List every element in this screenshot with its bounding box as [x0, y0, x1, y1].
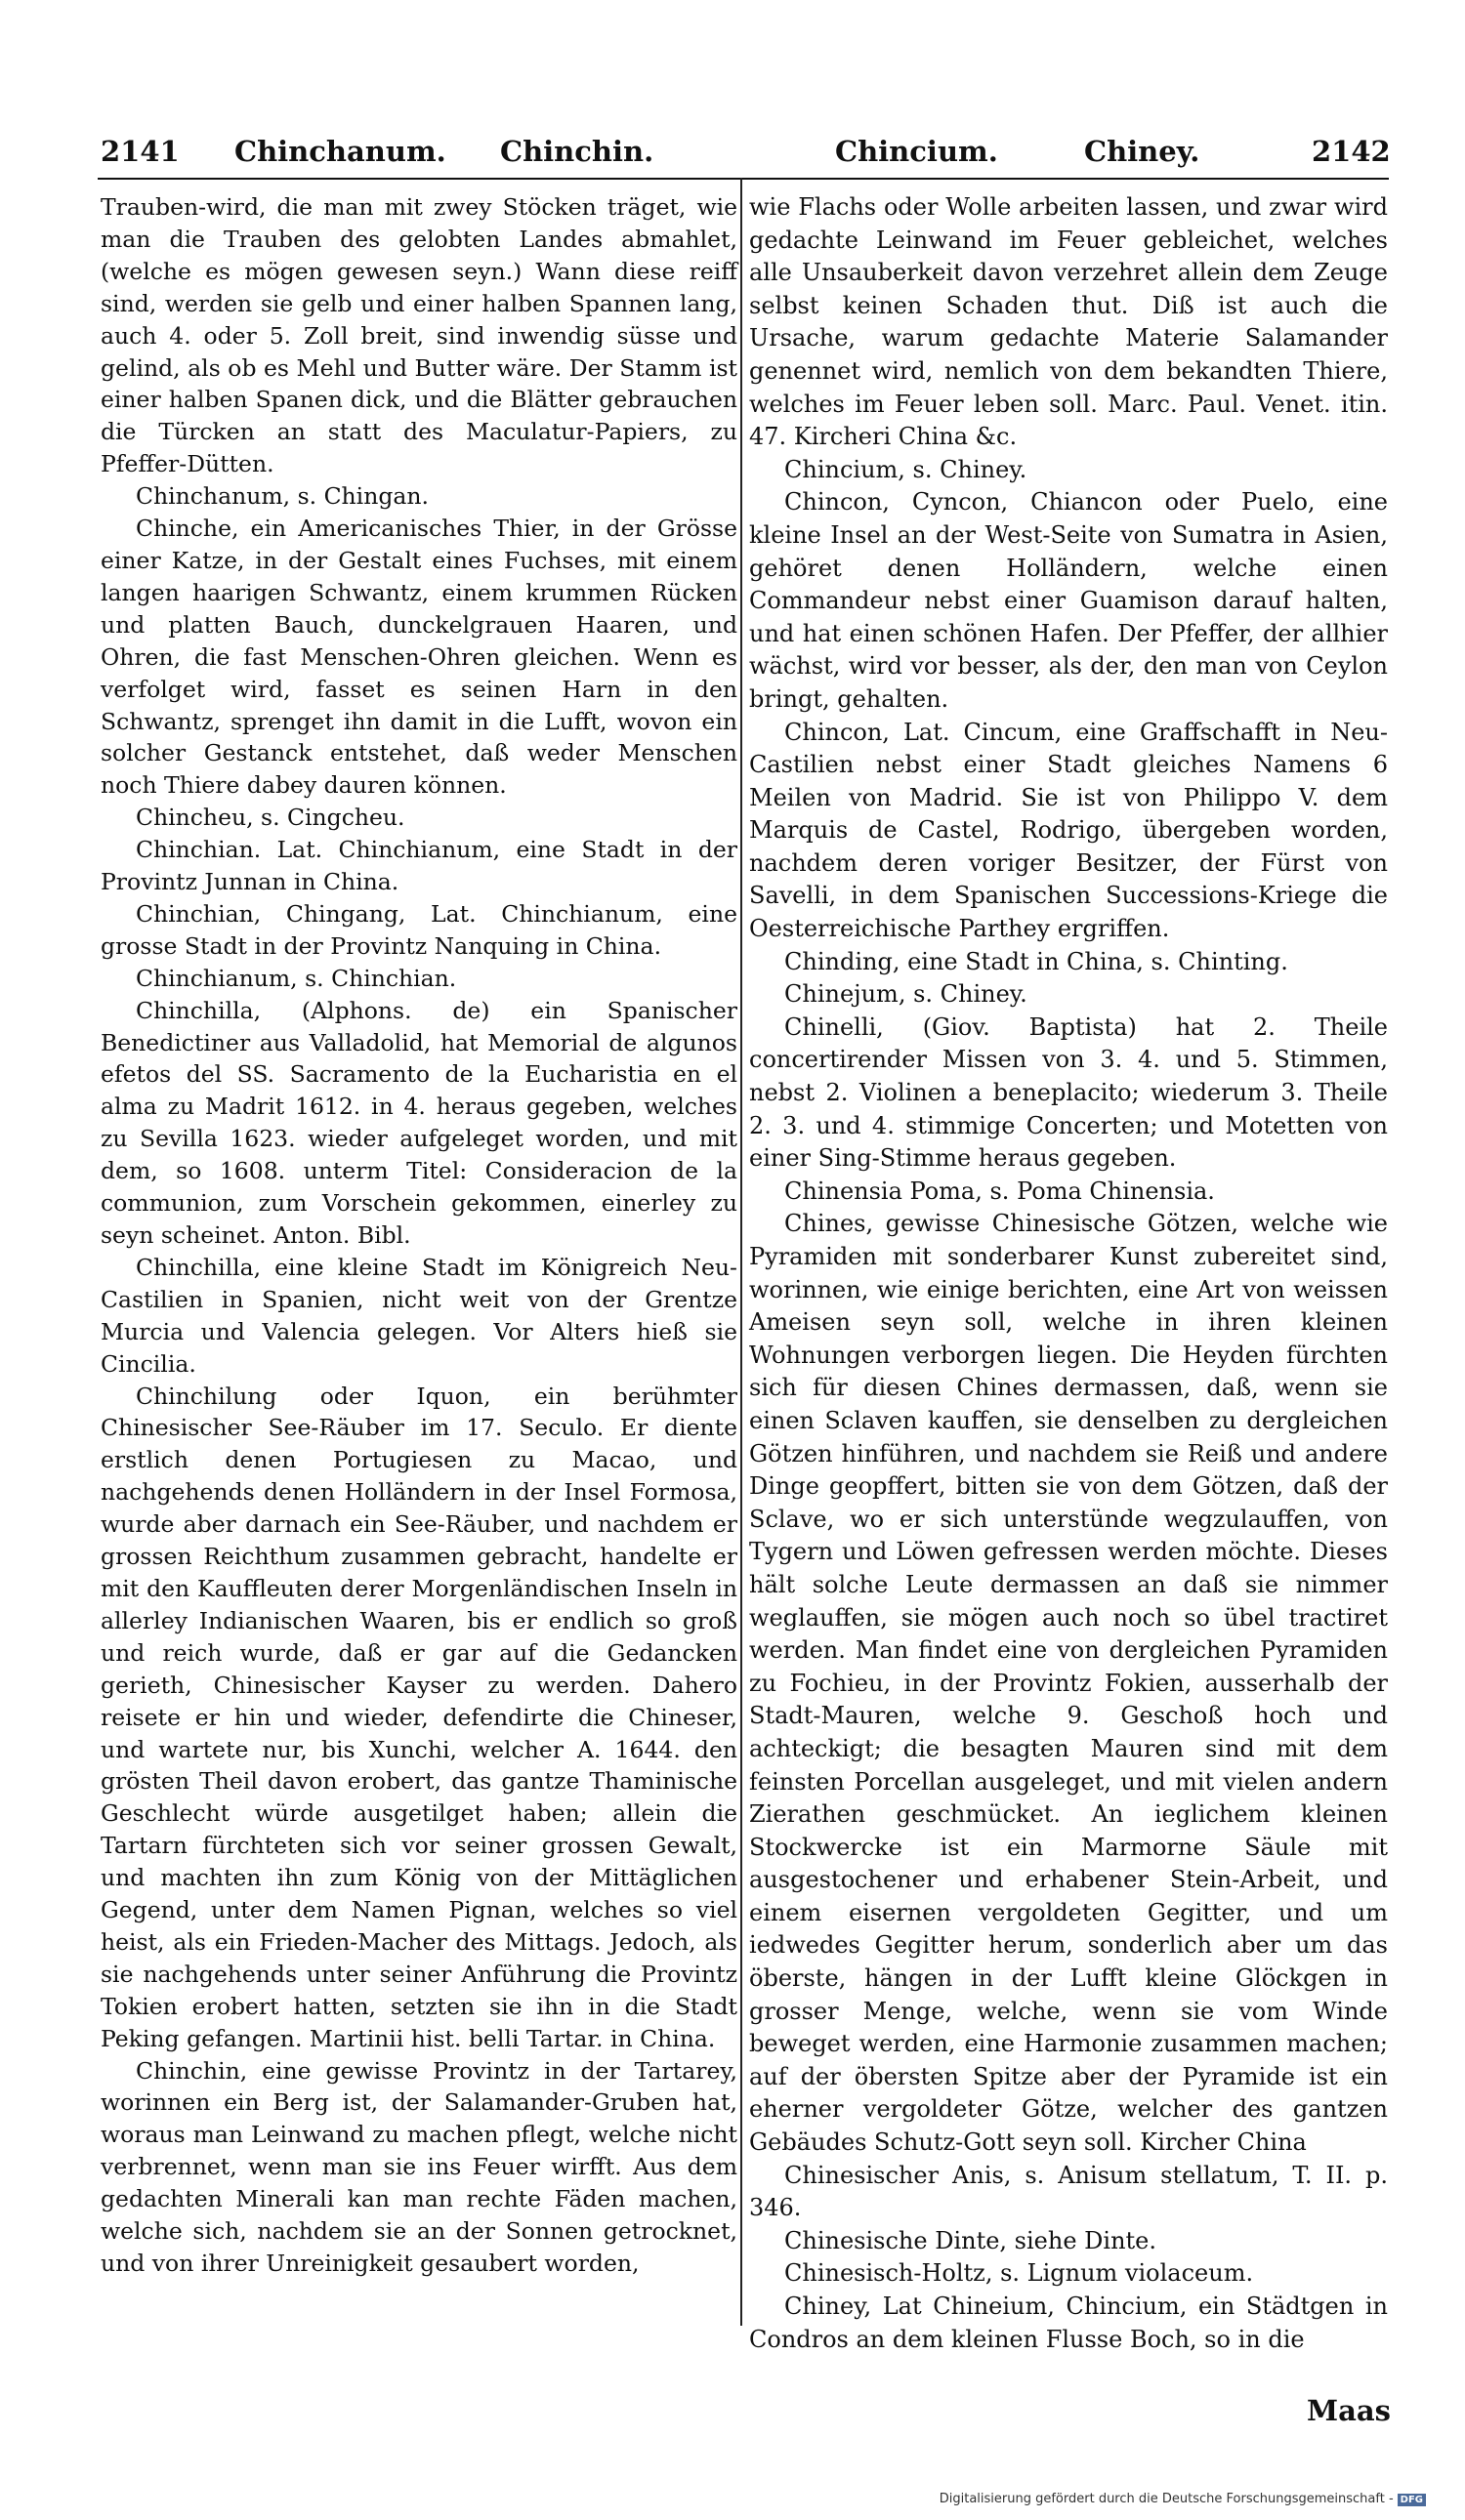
- left-entry: Chinchilla, eine kleine Stadt im Königreich Neu-Castilien in Spanien, nicht weit von der Grentze Murcia und Valencia gelegen. Vor Alters hieß sie Cincilia.: [101, 1253, 737, 1378]
- running-head-4: Chiney.: [1084, 135, 1200, 168]
- left-entry: Chinchin, eine gewisse Provintz in der Tartarey, worinnen ein Berg ist, der Salamander-Gruben hat, woraus man Leinwand zu machen pflegt, welche nicht verbrennet, wenn man sie ins Feuer wirfft. Aus dem gedachten Minerali kan man rechte Fäden machen, welche sich, nachdem sie an der Sonnen getrocknet, und von ihrer Unreinigkeit gesaubert worden,: [101, 2056, 737, 2277]
- left-entry: Chinchianum, s. Chinchian.: [136, 964, 457, 992]
- left-entry: Chinche, ein Americanisches Thier, in der Grösse einer Katze, in der Gestalt eines Fuchses, mit einem langen haarigen Schwantz, einem krummen Rücken und platten Bauch, dunckelgrauen Haaren, und Ohren, die fast Menschen-Ohren gleichen. Wenn es verfolget wird, fasset es seinen Harn in den Schwantz, sprenget ihn damit in die Lufft, wovon ein solcher Gestanck entstehet, daß weder Menschen noch Thiere dabey dauren können.: [101, 515, 737, 800]
- running-head-2: Chinchin.: [500, 135, 654, 168]
- running-head-3: Chincium.: [835, 135, 998, 168]
- left-entry: Chinchilla, (Alphons. de) ein Spanischer Benedictiner aus Valladolid, hat Memorial de algunos efetos del SS. Sacramento de la Eucharistia en el alma zu Madrit 1612. in 4. heraus gegeben, welches zu Sevilla 1623. wieder aufgeleget worden, und mit dem, so 1608. unterm Titel: Consideracion de la communion, zum Vorschein gekommen, einerley zu seyn scheinet. Anton. Bibl.: [101, 996, 737, 1249]
- page-number-right: 2142: [1312, 135, 1391, 168]
- catchword: Maas: [1307, 2394, 1392, 2427]
- column-divider: [740, 178, 742, 2326]
- left-entry: Trauben-wird, die man mit zwey Stöcken träget, wie man die Trauben des gelobten Landes abmahlet, (welche es mögen gewesen seyn.) Wann diese reiff sind, werden sie gelb und einer halben Spannen lang, auch 4. oder 5. Zoll breit, sind inwendig süsse und gelind, als ob es Mehl und Butter wäre. Der Stamm ist einer halben Spanen dick, und die Blätter gebrauchen die Türcken an statt des Maculatur-Papiers, zu Pfeffer-Dütten.: [101, 193, 737, 478]
- left-entry: Chincheu, s. Cingcheu.: [136, 804, 405, 832]
- right-entry: Chinding, eine Stadt in China, s. Chinting.: [784, 947, 1288, 975]
- right-column: [749, 191, 1388, 2356]
- right-entry: Chines, gewisse Chinesische Götzen, welche wie Pyramiden mit sonderbarer Kunst zubereitet sind, worinnen, wie einige berichten, eine Art von weissen Ameisen seyn soll, welche in ihren kleinen Wohnungen verborgen liegen. Die Heyden fürchten sich für diesen Chines dermassen, daß, wenn sie einen Sclaven kauffen, sie denselben zu dergleichen Götzen hinführen, und nachdem sie Reiß und andere Dinge geopffert, bitten sie von dem Götzen, daß der Sclave, wo er sich unterstünde wegzulauffen, von Tygern und Löwen gefressen werden möchte. Dieses hält solche Leute dermassen an daß sie nimmer weglauffen, sie mögen auch noch so übel tractiret werden. Man findet eine von dergleichen Pyramiden zu Fochieu, in der Provintz Fokien, ausserhalb der Stadt-Mauren, welche 9. Geschoß hoch und achteckigt; die besagten Mauren sind mit dem feinsten Porcellan ausgeleget, und mit vielen andern Zierathen geschmücket. An ieglichem kleinen Stockwercke ist ein Marmorne Säule mit ausgestochener und erhabener Stein-Arbeit, und einem eisernen vergoldeten Gegitter, und um iedwedes Gegitter herum, sonderlich aber um das öberste, hängen in der Lufft kleine Glöckgen in grosser Menge, welche, wenn sie vom Winde beweget werden, eine Harmonie zusammen machen; auf der öbersten Spitze aber der Pyramide ist ein eherner vergoldeter Götze, welcher des gantzen Gebäudes Schutz-Gott seyn soll. Kircher China: [749, 1210, 1388, 2157]
- left-column: [101, 191, 737, 2280]
- left-entry: Chinchanum, s. Chingan.: [136, 482, 429, 511]
- left-entry: Chinchian. Lat. Chinchianum, eine Stadt in der Provintz Junnan in China.: [101, 836, 737, 896]
- right-entry: Chincon, Cyncon, Chiancon oder Puelo, eine kleine Insel an der West-Seite von Sumatra in Asien, gehöret denen Holländern, welche einen Commandeur nebst einer Guamison darauf halten, und hat einen schönen Hafen. Der Pfeffer, der allhier wächst, wird vor besser, als der, den man von Ceylon bringt, gehalten.: [749, 488, 1388, 713]
- right-entry: Chincium, s. Chiney.: [784, 455, 1027, 483]
- header-rule: [98, 178, 1389, 180]
- right-entry: Chinesischer Anis, s. Anisum stellatum, T. II. p. 346.: [749, 2161, 1388, 2222]
- dfg-logo: DFG: [1398, 2494, 1426, 2506]
- left-entry: Chinchilung oder Iquon, ein berühmter Chinesischer See-Räuber im 17. Seculo. Er diente erstlich denen Portugiesen zu Macao, und nachgehends denen Holländern in der Insel Formosa, wurde aber darnach ein See-Räuber, und nachdem er grossen Reichthum zusammen gebracht, handelte er mit den Kauffleuten derer Morgenländischen Inseln in allerley Indianischen Waaren, bis er endlich so groß und reich wurde, daß er gar auf die Gedancken gerieth, Chinesischer Kayser zu werden. Dahero reisete er hin und wieder, defendirte die Chineser, und wartete nur, bis Xunchi, welcher A. 1644. den grösten Theil davon erobert, das gantze Thaminische Geschlecht würde ausgetilget haben; allein die Tartarn fürchteten sich vor seiner grossen Gewalt, und machten ihn zum König von der Mittäglichen Gegend, unter dem Namen Pignan, welches so viel heist, als ein Frieden-Macher des Mittags. Jedoch, als sie nachgehends unter seiner Anführung die Provintz Tokien erobert hatten, setzten sie ihn in die Stadt Peking gefangen. Martinii hist. belli Tartar. in China.: [101, 1382, 737, 2052]
- right-entry: wie Flachs oder Wolle arbeiten lassen, und zwar wird gedachte Leinwand im Feuer gebleichet, welches alle Unsauberkeit davon verzehret allein dem Zeuge selbst keinen Schaden thut. Diß ist auch die Ursache, warum gedachte Materie Salamander genennet wird, nemlich von dem bekandten Thiere, welches im Feuer leben soll. Marc. Paul. Venet. itin. 47. Kircheri China &c.: [749, 193, 1388, 451]
- page-number-left: 2141: [101, 135, 180, 168]
- left-entry: Chinchian, Chingang, Lat. Chinchianum, eine grosse Stadt in der Provintz Nanquing in China.: [101, 899, 737, 960]
- running-head-1: Chinchanum.: [234, 135, 446, 168]
- right-entry: Chincon, Lat. Cincum, eine Graffschafft in Neu-Castilien nebst einer Stadt gleiches Namens 6 Meilen von Madrid. Sie ist von Philippo V. dem Marquis de Castel, Rodrigo, übergeben worden, nachdem deren voriger Besitzer, der Fürst von Savelli, in dem Spanischen Successions-Kriege die Oesterreichische Parthey ergriffen.: [749, 718, 1388, 943]
- right-entry: Chiney, Lat Chineium, Chincium, ein Städtgen in Condros an dem kleinen Flusse Boch, so in die: [749, 2293, 1388, 2353]
- footer-text: Digitalisierung gefördert durch die Deutsche Forschungsgemeinschaft -: [939, 2492, 1394, 2506]
- right-entry: Chinesisch-Holtz, s. Lignum violaceum.: [784, 2259, 1254, 2288]
- right-entry: Chinejum, s. Chiney.: [784, 980, 1027, 1009]
- digitization-footer: [940, 2492, 1426, 2506]
- right-entry: Chinensia Poma, s. Poma Chinensia.: [784, 1177, 1215, 1205]
- right-entry: Chinesische Dinte, siehe Dinte.: [784, 2226, 1157, 2254]
- right-entry: Chinelli, (Giov. Baptista) hat 2. Theile concertirender Missen von 3. 4. und 5. Stimmen, nebst 2. Violinen a beneplacito; wiederum 3. Theile 2. 3. und 4. stimmige Concerten; und Motetten von einer Sing-Stimme heraus gegeben.: [749, 1012, 1388, 1173]
